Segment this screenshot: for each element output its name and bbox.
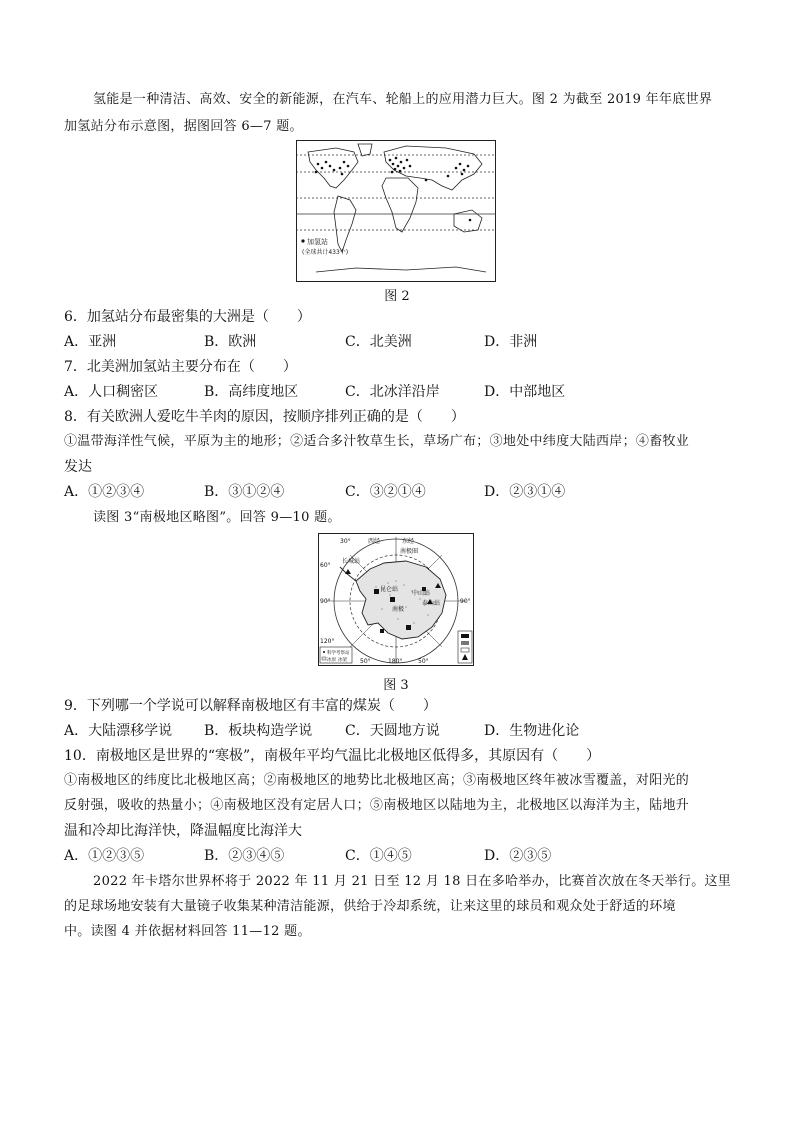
q8-option-d: D．②③①④ [484,484,566,500]
label-zhongshan-station: 中山站 [412,590,431,597]
q6-option-a: A．亚洲 [64,334,117,350]
intro-figure-3: 读图 3“南极地区略图”。回答 9—10 题。 [93,510,341,525]
label-e90: 90° [460,598,471,605]
question-10-statements-line2: 反射强，吸收的热量小；④南极地区没有定居人口；⑤南极地区以陆地为主，北极地区以海洋为主，陆地升 [64,798,690,813]
question-6-options [64,333,732,351]
q7-option-a: A．人口稠密区 [64,384,159,400]
q8-option-b: B．③①②④ [204,484,285,500]
intro-paragraph-line1: 氢能是一种清洁、高效、安全的新能源，在汽车、轮船上的应用潜力巨大。图 2 为截至 2019 年年底世界 [93,92,713,107]
q9-option-d: D．生物进化论 [484,723,580,739]
q10-option-d: D．②③⑤ [484,848,552,864]
figure-2-world-map [296,140,496,286]
question-7-options [64,383,732,401]
q7-option-b: B．高纬度地区 [204,384,299,400]
label-w180: 180° [388,658,403,665]
question-8-options [64,483,732,501]
label-w90: 90° [320,598,331,605]
question-10-options [64,847,732,865]
question-10-stem: 10．南极地区是世界的“寒极”，南极年平均气温比北极地区低得多，其原因有（ ） [64,748,601,764]
label-south-pole: 南极 [392,606,405,613]
intro-worldcup-line1: 2022 年卡塔尔世界杯将于 2022 年 11 月 21 日至 12 月 18 日在多哈举办，比赛首次放在冬天举行。这里 [93,874,732,889]
question-8-stem: 8．有关欧洲人爱吃牛羊肉的原因，按顺序排列正确的是（ ） [64,409,465,425]
q9-option-a: A．大陆漂移学说 [64,723,173,739]
q8-option-a: A．①②③④ [64,484,145,500]
question-9-stem: 9．下列哪一个学说可以解释南极地区有丰富的煤炭（ ） [64,698,437,714]
label-changcheng-station: 长城站 [342,558,361,565]
antarctica-map-svg [318,533,474,666]
label-antarctic-circle: 南极圈 [400,548,419,555]
question-7-stem: 7．北美洲加氢站主要分布在（ ） [64,359,297,375]
q7-option-d: D．中部地区 [484,384,566,400]
label-west: 西经 [368,538,381,545]
legend-ice-shelf: 冰架 [338,658,347,663]
label-east: 东经 [402,538,415,545]
question-10-statements-line3: 温和冷却比海洋快，降温幅度比海洋大 [64,823,302,839]
legend-station-note: (全球共计433个) [302,249,349,256]
q8-option-c: C．③②①④ [345,484,426,500]
question-8-statements-line1: ①温带海洋性气候，平原为主的地形；②适合多汁牧草生长，草场广布；③地处中纬度大陆西岸；④畜牧业 [64,434,690,449]
legend-ice-sheet: 冰原 [327,658,336,663]
q6-option-b: B．欧洲 [204,334,257,350]
intro-worldcup-line2: 的足球场地安装有大量镜子收集某种清洁能源，供给于冷却系统，让来这里的球员和观众处于舒适的环境 [64,899,676,914]
question-8-statements-line2: 发达 [64,459,92,475]
label-w50: 50° [360,658,371,665]
q7-option-c: C．北冰洋沿岸 [345,384,440,400]
figure-3-antarctica-map [318,533,474,670]
q9-option-c: C．天圆地方说 [345,723,440,739]
q10-option-c: C．①④⑤ [345,848,412,864]
label-w120: 120° [320,638,335,645]
q10-option-a: A．①②③⑤ [64,848,145,864]
label-taishan-station: 泰山站 [422,600,441,607]
q6-option-c: C．北美洲 [345,334,412,350]
label-kunlun-station: 昆仑站 [380,586,399,593]
figure-3-caption: 图 3 [383,678,409,693]
figure-2-caption: 图 2 [384,289,410,304]
intro-worldcup-line3: 中。读图 4 并依据材料回答 11—12 题。 [64,924,311,939]
q6-option-d: D．非洲 [484,334,538,350]
world-map-svg [296,140,496,282]
q10-option-b: B．②③④⑤ [204,848,285,864]
label-e50: 50° [418,658,429,665]
legend-station-label: 加氢站 [307,238,328,246]
label-w60: 60° [320,562,331,569]
question-6-stem: 6．加氢站分布最密集的大洲是（ ） [64,309,311,325]
q9-option-b: B．板块构造学说 [204,723,313,739]
question-10-statements-line1: ①南极地区的纬度比北极地区高；②南极地区的地势比北极地区高；③南极地区终年被冰雪覆盖，对阳光的 [64,773,690,788]
question-9-options [64,722,732,740]
label-w30: 30° [340,538,351,545]
intro-paragraph-line2: 加氢站分布示意图，据图回答 6—7 题。 [64,119,303,134]
legend-research-station: 科学考察站 [327,651,350,656]
